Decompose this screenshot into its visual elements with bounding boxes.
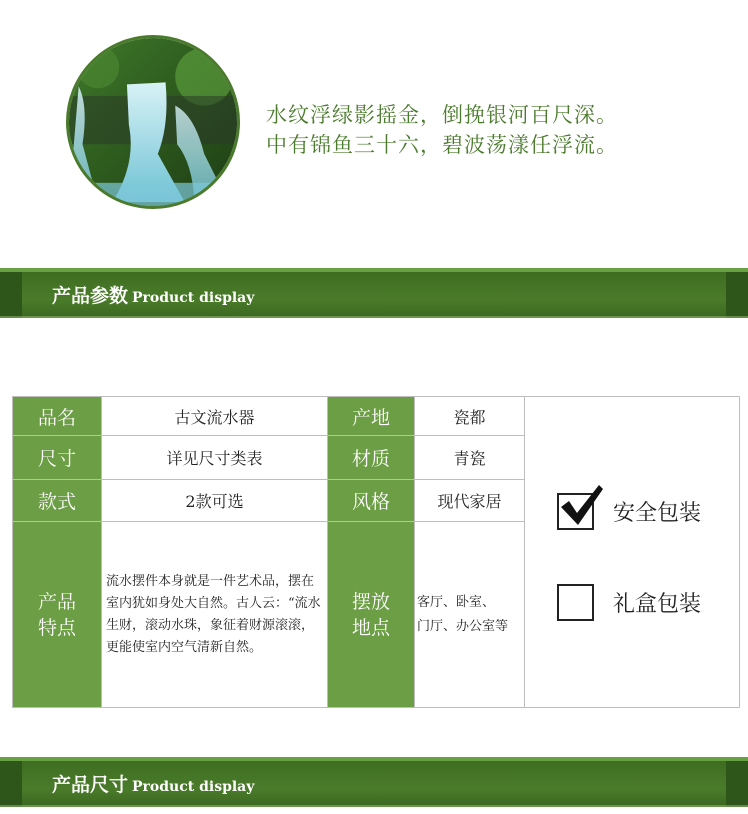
- label-placement: 摆放 地点: [328, 522, 415, 708]
- label-origin: 产地: [328, 397, 415, 436]
- value-name: 古文流水器: [102, 397, 328, 436]
- banner-title: [52, 770, 254, 797]
- table-row: [13, 397, 740, 436]
- value-design: 现代家居: [415, 480, 525, 522]
- pack-label-gift: 礼盒包装: [613, 592, 702, 617]
- value-features: 流水摆件本身就是一件艺术品，摆在室内犹如身处大自然。古人云：“流水生财，滚动水珠，象征着财源滚滚，更能使室内空气清新自然。: [102, 522, 328, 708]
- poem-line-2: 中有锦鱼三十六，碧波荡漾任浮流。: [266, 133, 618, 157]
- section-banner-size: [0, 757, 748, 807]
- label-features: 产品 特点: [13, 522, 102, 708]
- packaging-panel: [525, 397, 740, 708]
- banner-title-en: Product display: [132, 779, 255, 795]
- value-style: 2款可选: [102, 480, 328, 522]
- label-style: 款式: [13, 480, 102, 522]
- banner-title-en: Product display: [132, 290, 255, 306]
- value-placement: 客厅、卧室、 门厅、办公室等: [415, 522, 525, 708]
- poem-line-1: 水纹浮绿影摇金，倒挽银河百尺深。: [266, 103, 618, 127]
- value-origin: 瓷都: [415, 397, 525, 436]
- spec-table: [12, 396, 740, 708]
- poem: [266, 100, 618, 160]
- section-banner-params: [0, 268, 748, 318]
- banner-title-zh: 产品参数: [52, 285, 129, 307]
- banner-title-zh: 产品尺寸: [52, 774, 129, 796]
- label-size: 尺寸: [13, 436, 102, 480]
- pack-option-gift[interactable]: [557, 584, 701, 621]
- check-icon: [557, 481, 607, 531]
- checkbox-checked[interactable]: [557, 493, 594, 530]
- label-design: 风格: [328, 480, 415, 522]
- label-material: 材质: [328, 436, 415, 480]
- label-name: 品名: [13, 397, 102, 436]
- pack-label-safe: 安全包装: [613, 501, 702, 526]
- value-size: 详见尺寸类表: [102, 436, 328, 480]
- pack-option-safe[interactable]: [557, 493, 701, 530]
- banner-title: [52, 281, 254, 308]
- checkbox-unchecked[interactable]: [557, 584, 594, 621]
- value-material: 青瓷: [415, 436, 525, 480]
- waterfall-image: [66, 35, 240, 209]
